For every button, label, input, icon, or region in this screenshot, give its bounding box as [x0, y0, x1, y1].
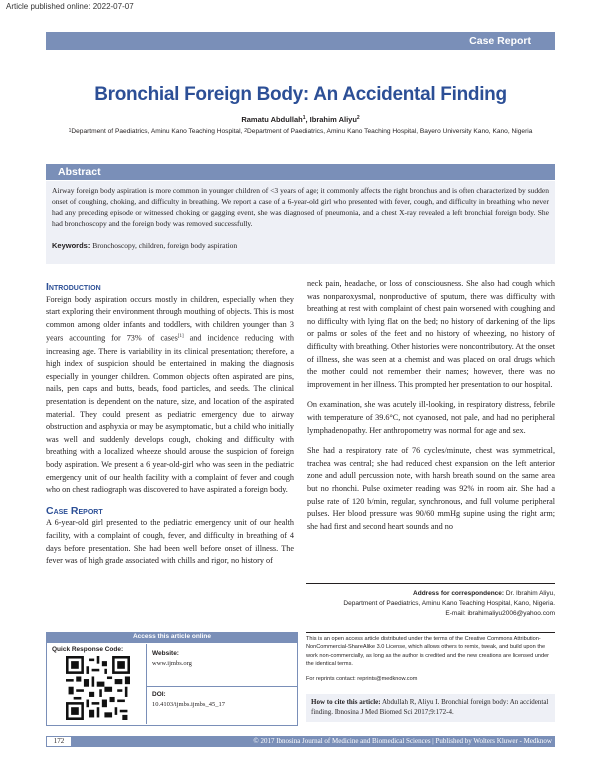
website-label: Website:	[152, 650, 179, 657]
page-number: 172	[53, 737, 65, 745]
doi-label: DOI:	[152, 691, 166, 698]
access-divider-vertical	[146, 644, 147, 724]
keywords-value: Bronchoscopy, children, foreign body aspiration	[90, 241, 238, 250]
right-column	[307, 278, 555, 533]
keywords	[52, 241, 549, 250]
correspondence-address: Department of Paediatrics, Aminu Kano Teaching Hospital, Kano, Nigeria.	[343, 600, 555, 607]
reference-link[interactable]: [1]	[177, 334, 184, 340]
license-text: This is an open access article distributed under the terms of the Creative Commons Attribution-NonCommercial-ShareAlike 3.0 License, which allows others to remix, tweak, and build upon the work non-commercially, as long as the author is credited and the new creations are licensed under the identical terms.	[306, 636, 550, 668]
doi-link[interactable]: 10.4103/ijmbs.ijmbs_45_17	[152, 701, 225, 708]
introduction-paragraph: Foreign body aspiration occurs mostly in children, especially when they start exploring their environment through mouthing of objects. This is most common among older infants and toddlers, with children younger than 3 years accounting for 73% of cases[1] and incidence reducing with increasing age. There is variability in its clinical presentation; therefore, a high index of suspicion should be entertained in making the diagnosis especially in younger children. Common objects often aspirated are pins, nails, pen caps and butts, beads, food particles, and seeds. The clinical presentation is dependent on the nature, size, and location of the aspirated material. They could present as pediatric emergency due to airway obstruction and asphyxia or may be asymptomatic, but a child who initially was well and suddenly develops cough, choking and difficulty with breathing with a localized wheeze should arouse the suspicion of foreign body aspiration. We present a 6 year-old-girl who was seen in the pediatric emergency unit of our health facility with a complaint of fever and cough who on chest radiograph was discovered to have aspirated a foreign body.	[46, 294, 294, 495]
website-link[interactable]: www.ijmbs.org	[152, 660, 192, 667]
author-list: Ramatu Abdullah$^1$, Ibrahim Aliyu$^2$	[241, 115, 360, 124]
reprints-contact[interactable]: For reprints contact: reprints@medknow.com	[306, 676, 418, 682]
affiliations: $^1$Department of Paediatrics, Aminu Kano Teaching Hospital, $^2$Department of Paediatrics, Aminu Kano Teaching Hospital, Bayero University Kano, Kano, Nigeria	[68, 128, 533, 135]
citation-label: How to cite this article:	[311, 698, 381, 706]
citation-text: How to cite this article: Abdullah R, Aliyu I. Bronchial foreign body: An accidental finding. Ibnosina J Med Biomed Sci 2017;9:172-4.	[311, 698, 549, 716]
author-2[interactable]: Ibrahim Aliyu	[309, 115, 357, 124]
access-heading: Access this article online	[132, 633, 212, 640]
correspondence-block	[306, 589, 555, 619]
case-report-paragraph: A 6-year-old girl presented to the pediatric emergency unit of our health facility, with a complaint of cough, fever, and difficulty in breathing of 4 days before presentation. She had been well before onset of illness. The fever was of high grade associated with chills and rigor, no history of	[46, 518, 294, 566]
respiratory-paragraph: She had a respiratory rate of 76 cycles/minute, chest was symmetrical, trachea was central; she had reduced chest expansion on the left anterior zone and adull percussion note, with harsh breath sound on the same area but no rhonchi. Pulse oximeter reading was 92% in room air. She had a pulse rate of 120 b/min, regular, synchronous, and full volume peripheral pulses. Her blood pressure was 90/60 mmHg supine using the right arm; she had first and second heart sounds and no	[307, 446, 555, 531]
access-box-header	[46, 632, 298, 643]
qr-label: Quick Response Code:	[52, 646, 124, 653]
article-title: Bronchial Foreign Body: An Accidental Finding	[94, 84, 507, 105]
page-number-box	[46, 736, 72, 747]
author-1[interactable]: Ramatu Abdullah	[241, 115, 303, 124]
correspondence-label: Address for correspondence:	[413, 590, 505, 597]
left-column	[46, 281, 294, 568]
license-rule	[306, 632, 555, 633]
case-report-heading: Case Report	[46, 504, 103, 517]
examination-paragraph: On examination, she was acutely ill-looking, in respiratory distress, febrile with temperature of 39.6°C, not cyanosed, not pale, and had no peripheral lymphadenopathy. Her anthropometry was normal for age and sex.	[307, 400, 555, 435]
article-type-banner	[46, 32, 555, 50]
footer-copyright: © 2017 Ibnosina Journal of Medicine and Biomedical Sciences | Published by Wolters Kluwer - Medknow	[253, 737, 552, 745]
abstract-heading: Abstract	[58, 166, 101, 178]
abstract-header	[46, 164, 555, 180]
abstract-text: Airway foreign body aspiration is more common in younger children of <3 years of age; it commonly affects the right bronchus and is often characterized by sudden onset of coughing, choking, and difficulty in breathing. We report a case of a 6-year-old girl who presented with fever, cough, and difficulty in breathing who never had any preceding episode or witnessed choking or gagging event, she was diagnosed of pneumonia, and a chest X-ray revealed a left bronchial foreign body. She had bronchoscopy and the foreign body was removed successfully.	[52, 186, 549, 228]
correspondence-email[interactable]: E-mail: ibrahimaliyu2006@yahoo.com	[445, 610, 555, 617]
correspondence-name: Dr. Ibrahim Aliyu,	[504, 590, 555, 597]
qr-code-icon[interactable]	[66, 656, 130, 720]
article-type-label: Case Report	[469, 35, 531, 47]
history-paragraph: neck pain, headache, or loss of consciousness. She also had cough which was nonparoxysmal, nonproductive of sputum, there was difficulty with breathing at rest with complaint of chest pain worsened with coughing and no difficulty with lying flat on the bed; no history of darkening of the lips or palms or soles of the feet and no history of wheezing, no history of difficulty with breathing. Other histories were noncontributory. At the onset of illness, she was seen at a chemist and was placed on oral drugs which the mother could not remember their names; however, there was no improvement in her illness. This prompted her presentation to our hospital.	[307, 279, 555, 389]
introduction-heading: Introduction	[46, 281, 101, 293]
keywords-label: Keywords:	[52, 241, 91, 250]
correspondence-rule	[306, 583, 555, 584]
access-divider-horizontal	[146, 686, 297, 687]
publication-date: Article published online: 2022-07-07	[6, 2, 134, 11]
